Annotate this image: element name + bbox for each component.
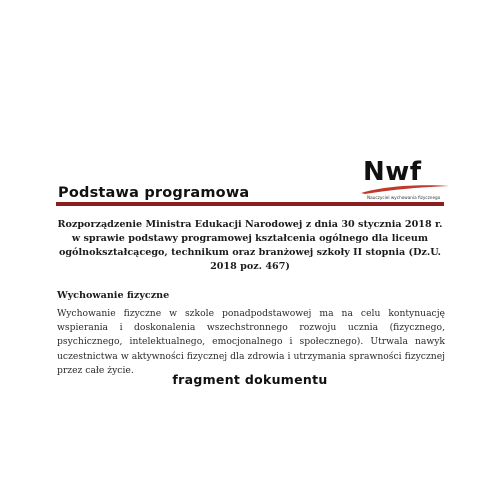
regulation-citation: Rozporządzenie Ministra Edukacji Narodowej z dnia 30 stycznia 2018 r. w sprawie podstawy programowej kształcenia ogólnego dla liceum ogólnokształcącego, technikum oraz branżowej szkoły II stopnia (Dz.U. 2018 poz. 467) — [57, 219, 443, 272]
nwf-logo — [359, 158, 451, 206]
section-heading: Wychowanie fizyczne — [57, 290, 170, 301]
logo-swoosh-icon — [359, 182, 451, 196]
fragment-label: fragment dokumentu — [172, 372, 328, 387]
page-title: Podstawa programowa — [58, 185, 250, 201]
logo-wordmark: Nwf — [363, 157, 422, 187]
header-divider — [56, 202, 444, 206]
section-body-text: Wychowanie fizyczne w szkole ponadpodstawowej ma na celu kontynuację wspierania i doskonalenia wszechstronnego rozwoju ucznia (fizycznego, psychicznego, intelektualnego, emocjonalnego i społecznego). Utrwala nawyk uczestnictwa w aktywności fizycznej dla zdrowia i utrzymania sprawności fizycznej przez całe życie. — [57, 308, 445, 376]
logo-tagline: Nauczyciel wychowania fizycznego — [367, 195, 441, 200]
